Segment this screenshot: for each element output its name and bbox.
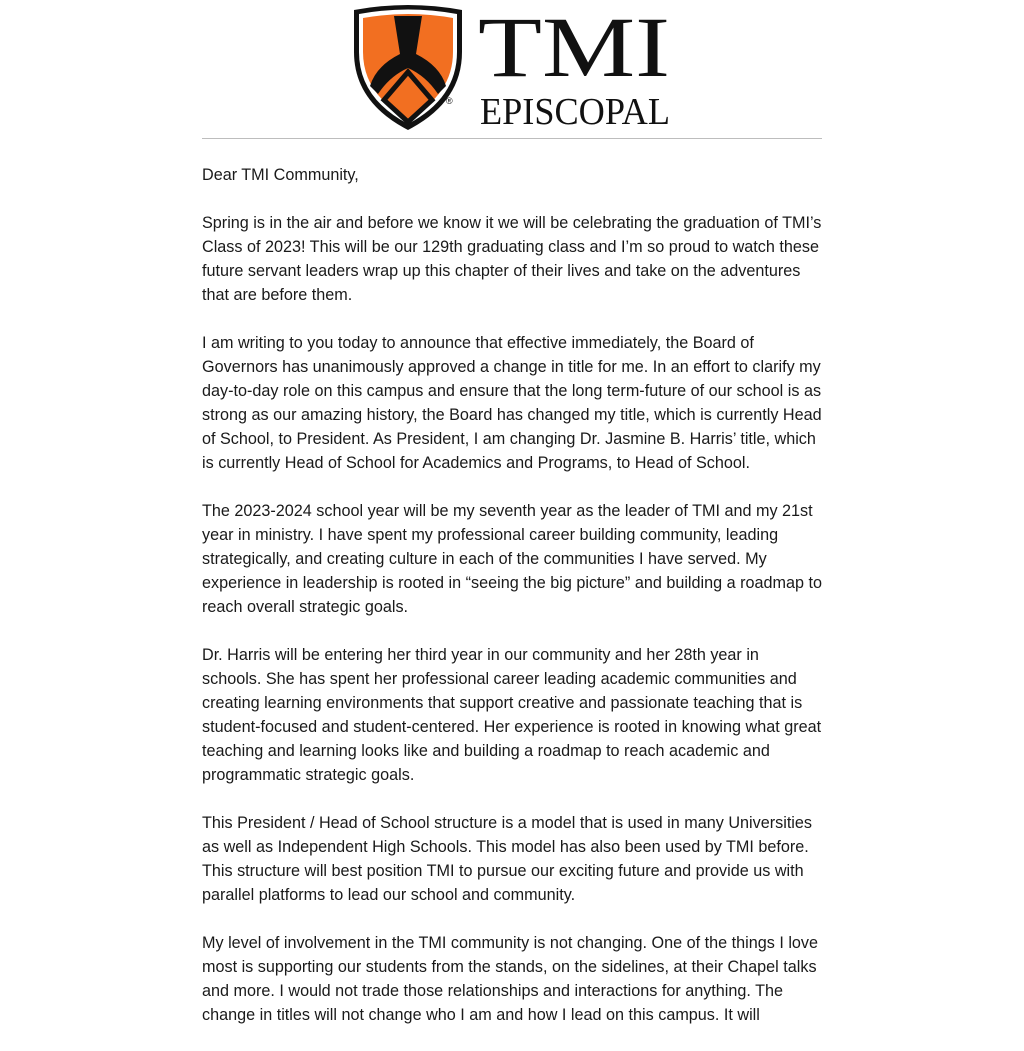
letter-body <box>202 163 822 1051</box>
tmi-episcopal-logo <box>350 2 680 132</box>
letter-page <box>202 0 823 1024</box>
letter-paragraph: I am writing to you today to announce that effective immediately, the Board of Governors has unanimously approved a change in title for me. In an effort to clarify my day-to-day role on this campus and ensure that the long term-future of our school is as strong as our amazing history, the Board has changed my title, which is currently Head of School, to President. As President, I am changing Dr. Jasmine B. Harris’ title, which is currently Head of School for Academics and Programs, to Head of School. <box>202 334 822 472</box>
logo-wordmark-episcopal: EPISCOPAL <box>480 91 670 132</box>
letter-paragraph: My level of involvement in the TMI community is not changing. One of the things I love most is supporting our students from the stands, on the sidelines, at their Chapel talks and more. I would not trade those relationships and interactions for anything. The change in titles will not change who I am and how I lead on this campus. It will <box>202 934 819 1024</box>
letter-paragraph: This President / Head of School structure is a model that is used in many Universities as well as Independent High Schools. This model has also been used by TMI before. This structure will best position TMI to pursue our exciting future and provide us with parallel platforms to lead our school and community. <box>202 814 813 904</box>
letter-greeting: Dear TMI Community, <box>202 166 359 184</box>
letter-paragraph: Spring is in the air and before we know it we will be celebrating the graduation of TMI’s Class of 2023! This will be our 129th graduating class and I’m so proud to watch these future servant leaders wrap up this chapter of their lives and take on the adventures that are before them. <box>202 214 822 304</box>
letter-paragraph: The 2023-2024 school year will be my seventh year as the leader of TMI and my 21st year in ministry. I have spent my professional career building community, leading strategically, and creating culture in each of the communities I have served. My experience in leadership is rooted in “seeing the big picture” and building a roadmap to reach overall strategic goals. <box>202 502 823 616</box>
logo-wordmark-tmi: TMI <box>478 2 670 95</box>
letter-header <box>202 0 822 139</box>
letter-paragraph: Dr. Harris will be entering her third year in our community and her 28th year in schools. She has spent her professional career leading academic communities and creating learning environments that support creative and passionate teaching that is student-focused and student-centered. Her experience is rooted in knowing what great teaching and learning looks like and building a roadmap to reach academic and programmatic strategic goals. <box>202 646 822 784</box>
registered-mark: ® <box>446 96 453 106</box>
shield-icon <box>354 5 462 130</box>
